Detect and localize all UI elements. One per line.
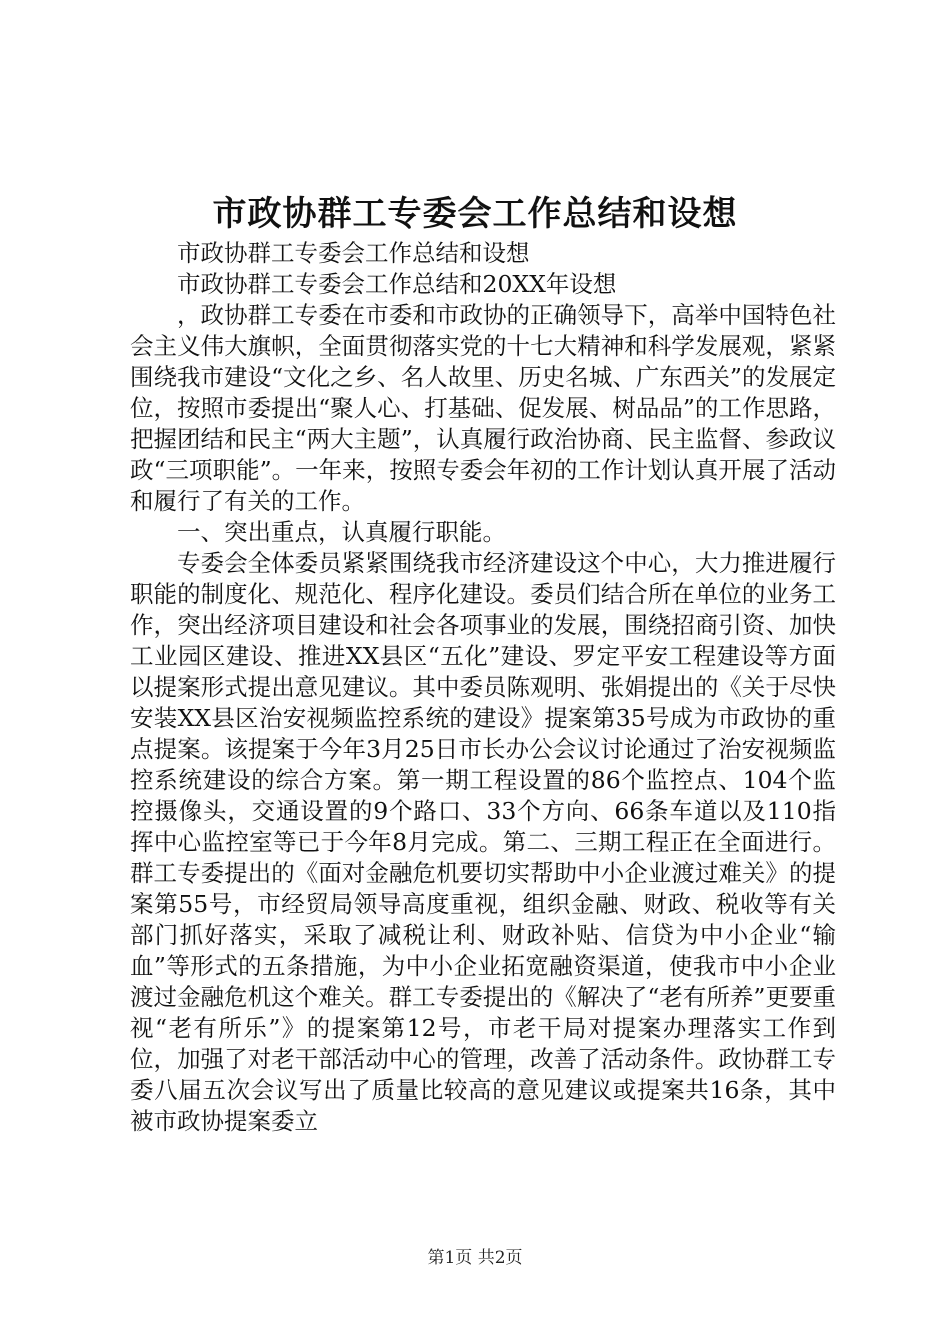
page-number: 第1页 共2页	[427, 1248, 523, 1268]
section-paragraph: 专委会全体委员紧紧围绕我市经济建设这个中心，大力推进履行职能的制度化、规范化、程序化建设。委员们结合所在单位的业务工作，突出经济项目建设和社会各项事业的发展，围绕招商引资、加快工业园区建设、推进XX县区“五化”建设、罗定平安工程建设等方面以提案形式提出意见建议。其中委员陈观明、张娟提出的《关于尽快安装XX县区治安视频监控系统的建设》提案第35号成为市政协的重点提案。该提案于今年3月25日市长办公会议讨论通过了治安视频监控系统建设的综合方案。第一期工程设置的86个监控点、104个监控摄像头，交通设置的9个路口、33个方向、66条车道以及110指挥中心监控室等已于今年8月完成。第二、三期工程正在全面进行。群工专委提出的《面对金融危机要切实帮助中小企业渡过难关》的提案第55号，市经贸局领导高度重视，组织金融、财政、税收等有关部门抓好落实，采取了减税让利、财政补贴、信贷为中小企业“输血”等形式的五条措施，为中小企业拓宽融资渠道，使我市中小企业渡过金融危机这个难关。群工专委提出的《解决了“老有所养”更要重视“老有所乐”》的提案第12号，市老干局对提案办理落实工作到位，加强了对老干部活动中心的管理，改善了活动条件。政协群工专委八届五次会议写出了质量比较高的意见建议或提案共16条，其中被市政协提案委立	[130, 549, 836, 1135]
document-body	[130, 238, 836, 1137]
subtitle-line-1: 市政协群工专委会工作总结和设想	[177, 239, 530, 267]
document-title: 市政协群工专委会工作总结和设想	[212, 194, 738, 234]
subtitle-line-2: 市政协群工专委会工作总结和20XX年设想	[177, 270, 617, 298]
intro-paragraph: ，政协群工专委在市委和市政协的正确领导下，高举中国特色社会主义伟大旗帜，全面贯彻落实党的十七大精神和科学发展观，紧紧围绕我市建设“文化之乡、名人故里、历史名城、广东西关”的发展定位，按照市委提出“聚人心、打基础、促发展、树品品”的工作思路，把握团结和民主“两大主题”，认真履行政治协商、民主监督、参政议政“三项职能”。一年来，按照专委会年初的工作计划认真开展了活动和履行了有关的工作。	[130, 301, 836, 515]
section-heading: 一、突出重点，认真履行职能。	[177, 518, 506, 546]
